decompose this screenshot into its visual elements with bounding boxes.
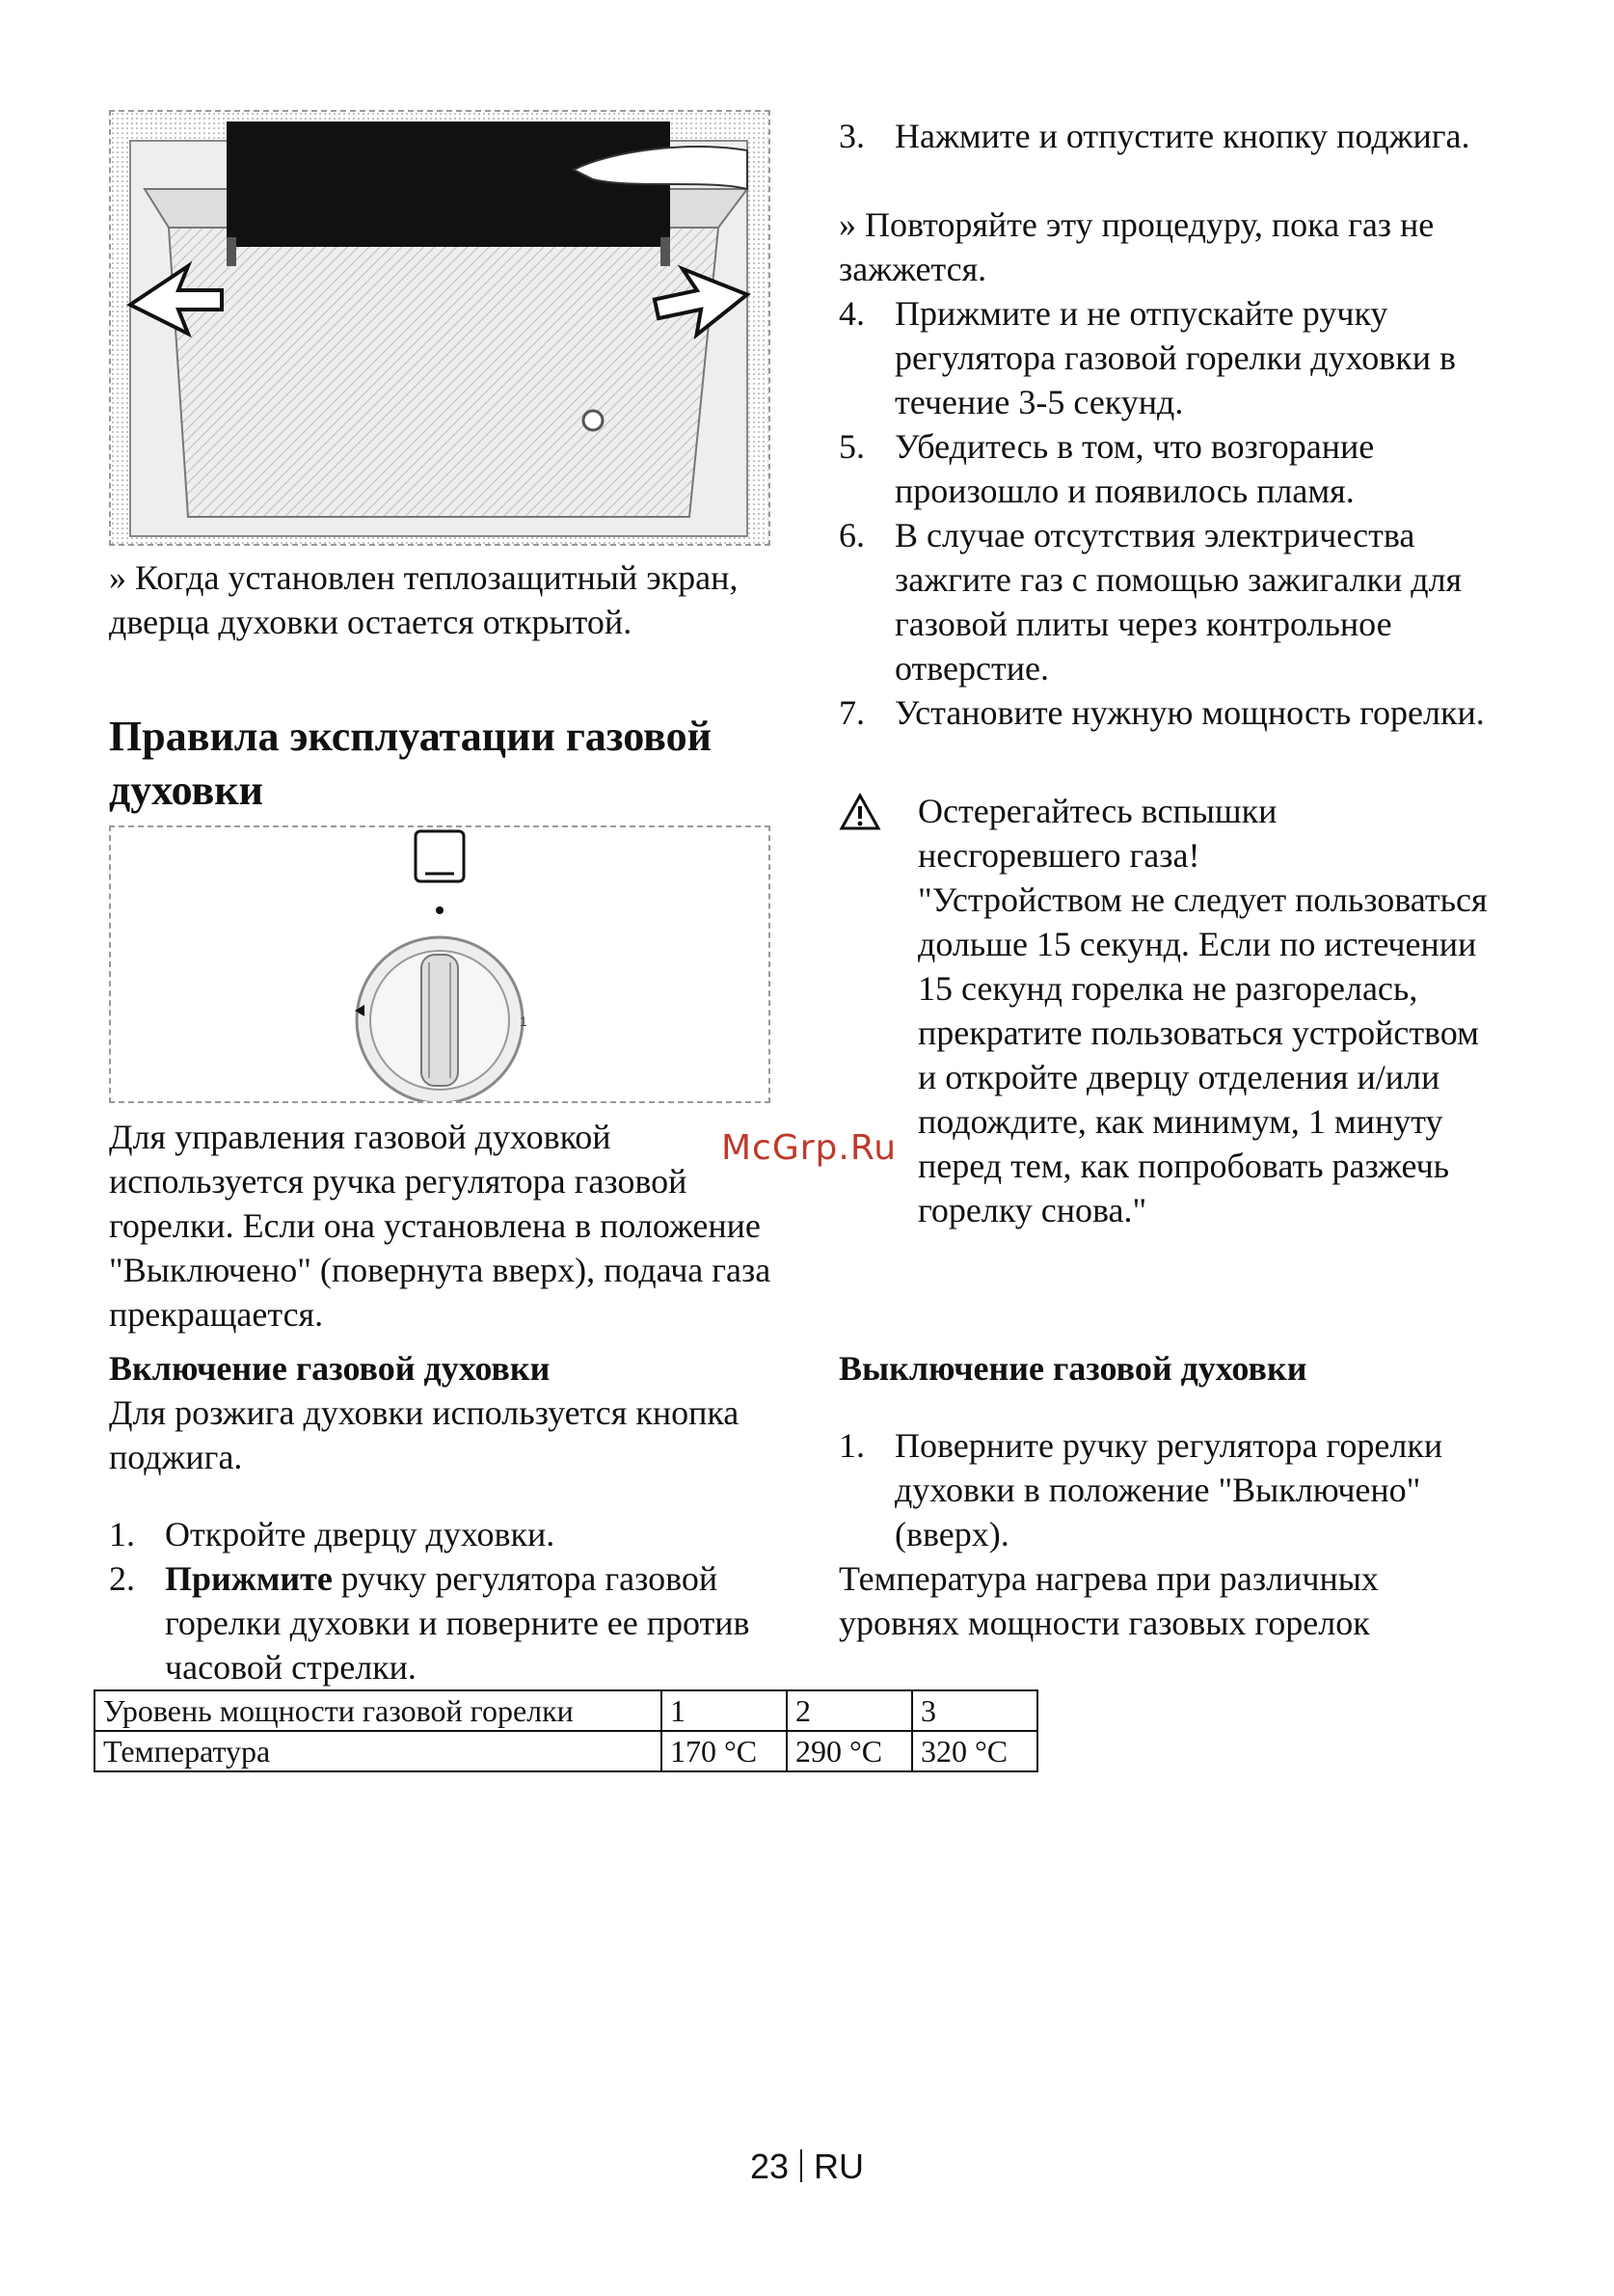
oven-symbol-icon (416, 831, 464, 881)
section-heading-line2: духовки (109, 767, 263, 814)
table-row (94, 1731, 1037, 1771)
warning-text (839, 789, 1514, 1232)
knob-drawing (111, 827, 768, 1101)
ignition-text: Для розжига духовки используется кнопка поджига. (109, 1393, 740, 1476)
page-number: 23 (749, 2147, 790, 2186)
list-item: 1. Откройте дверцу духовки. (109, 1515, 555, 1553)
oven-drawing (111, 112, 768, 544)
repeat-note: » Повторяйте эту процедуру, пока газ не зажжется. (839, 205, 1435, 288)
watermark: McGrp.Ru (721, 1128, 898, 1168)
section-heading (109, 710, 784, 818)
page-footer (0, 2147, 1614, 2187)
warning-line2: "Устройством не следует пользоваться дольше 15 секунд. Если по истечении 15 секунд горелка не разгорелась, прекратите пользоваться устройством и откройте дверцу отделения и/или подождите, как минимум, 1 минуту перед тем, как попробовать разжечь горелку снова." (918, 880, 1488, 1229)
list-item: 3. Нажмите и отпустите кнопку поджига. (839, 117, 1470, 155)
shutoff-heading: Выключение газовой духовки (839, 1349, 1307, 1388)
list-item: 7. Установите нужную мощность горелки. (839, 693, 1485, 732)
table-cell: 290 °C (787, 1731, 912, 1771)
heat-shield-note: » Когда установлен теплозащитный экран, дверца духовки остается открытой. (109, 558, 739, 641)
ignition-steps (109, 1512, 794, 1689)
section-heading-line1: Правила эксплуатации газовой (109, 713, 712, 760)
table-cell: Температура (94, 1731, 661, 1771)
oven-illustration (109, 110, 770, 546)
table-cell: 170 °C (661, 1731, 787, 1771)
intro-paragraph: Для управления газовой духовкой используется ручка регулятора газовой горелки. Если она установлена в положение "Выключено" (повернута вверх), подача газа прекращается. (109, 1118, 771, 1334)
press-bold-word: Прижмите (165, 1559, 333, 1598)
table-cell: 1 (661, 1690, 787, 1731)
temperature-table (94, 1689, 1038, 1772)
list-item: 2. Прижмите ручку регулятора газовой горелки духовки и поверните ее против часовой стрелки. (109, 1559, 750, 1687)
table-caption: Температура нагрева при различных уровнях мощности газовых горелок (839, 1559, 1379, 1642)
warning-triangle-icon (839, 793, 881, 831)
language-code: RU (814, 2147, 865, 2186)
list-item: 5. Убедитесь в том, что возгорание произошло и появилось пламя. (839, 427, 1375, 510)
footer-divider (800, 2149, 802, 2182)
table-row (94, 1690, 1037, 1731)
svg-text:1: 1 (520, 1013, 527, 1029)
list-item: 4. Прижмите и не отпускайте ручку регулятора газовой горелки духовки в течение 3-5 секунд. (839, 294, 1456, 421)
list-item: 1. Поверните ручку регулятора горелки духовки в положение "Выключено" (вверх). (839, 1426, 1443, 1553)
table-cell: 3 (912, 1690, 1037, 1731)
table-cell: Уровень мощности газовой горелки (94, 1690, 661, 1731)
right-steps-a (839, 114, 1533, 158)
ignition-heading: Включение газовой духовки (109, 1349, 551, 1388)
table-cell: 320 °C (912, 1731, 1037, 1771)
list-item: 6. В случае отсутствия электричества зажгите газ с помощью зажигалки для газовой плиты через контрольное отверстие. (839, 516, 1463, 688)
knob-illustration (109, 825, 770, 1103)
right-steps-b (839, 291, 1514, 735)
warning-block (839, 789, 1514, 1232)
shutoff-steps (839, 1423, 1533, 1556)
table-cell: 2 (787, 1690, 912, 1731)
warning-line1: Остерегайтесь вспышки несгоревшего газа! (918, 792, 1278, 875)
